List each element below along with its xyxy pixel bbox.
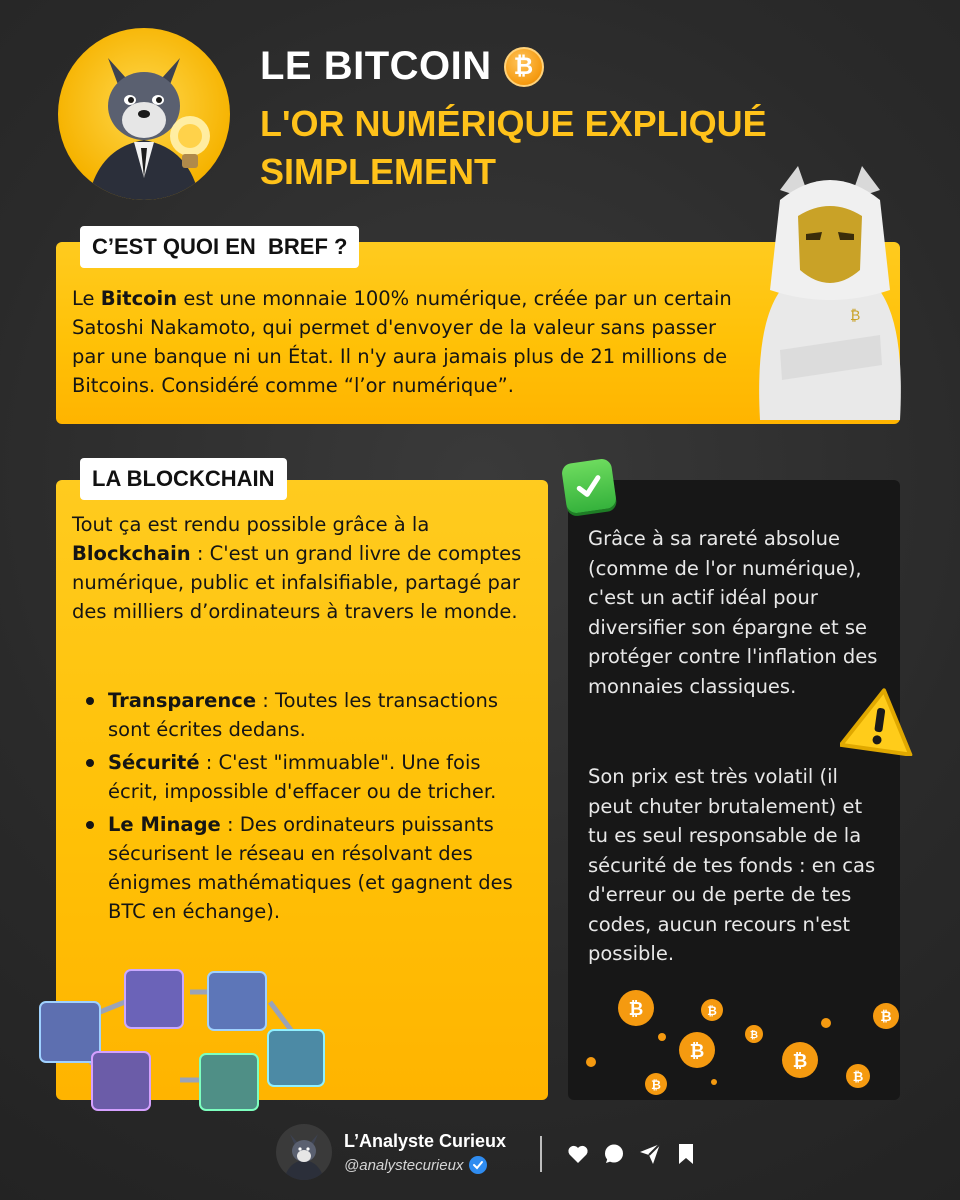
svg-text:₿: ₿ xyxy=(628,999,644,1020)
svg-text:₿: ₿ xyxy=(651,1078,661,1092)
heart-icon[interactable] xyxy=(566,1142,590,1166)
comment-icon[interactable] xyxy=(602,1142,626,1166)
falling-bitcoins-illustration xyxy=(580,980,920,1100)
intro-section-tag: C’EST QUOI EN BREF ? xyxy=(80,226,359,268)
svg-text:₿: ₿ xyxy=(850,308,861,324)
blockchain-features-list xyxy=(84,686,534,930)
send-icon[interactable] xyxy=(638,1142,662,1166)
bitcoin-keyword: Bitcoin xyxy=(100,287,178,310)
wolf-mascot-avatar xyxy=(58,28,230,200)
svg-text:₿: ₿ xyxy=(749,1030,759,1041)
list-item: Sécurité : C'est "immuable". Une fois écrit, impossible d'effacer ou de tricher. xyxy=(84,748,534,806)
blockchain-cubes-illustration xyxy=(30,962,340,1112)
bookmark-icon[interactable] xyxy=(674,1142,698,1166)
author-handle[interactable]: @analystecurieux xyxy=(344,1156,464,1174)
blockchain-section-tag: LA BLOCKCHAIN xyxy=(80,458,287,500)
risk-paragraph: Son prix est très volatil (il peut chuter brutalement) et tu es seul responsable de la sécurité de tes fonds : en cas d'erreur ou de perte de tes codes, aucun recours n'est possible. xyxy=(588,765,876,965)
verified-badge-icon xyxy=(469,1156,487,1174)
checkmark-icon xyxy=(561,458,617,514)
blockchain-keyword: Blockchain xyxy=(72,542,191,565)
author-name: L’Analyste Curieux xyxy=(344,1131,507,1151)
svg-text:₿: ₿ xyxy=(880,1009,892,1025)
bitcoin-coin-icon: ₿ xyxy=(504,47,544,87)
warning-icon xyxy=(840,686,918,756)
page-title xyxy=(260,44,544,89)
svg-text:₿: ₿ xyxy=(707,1004,717,1018)
svg-text:₿: ₿ xyxy=(792,1051,808,1072)
author-handle-row xyxy=(344,1156,487,1174)
masked-wolf-ninja-illustration xyxy=(740,160,920,420)
list-item: Le Minage : Des ordinateurs puissants sécurisent le réseau en résolvant des énigmes mathématiques (et gagnent des BTC en échange). xyxy=(84,810,534,926)
footer-divider xyxy=(540,1136,542,1172)
svg-text:₿: ₿ xyxy=(689,1041,705,1062)
blockchain-paragraph: Tout ça est rendu possible grâce à la Blockchain : C'est un grand livre de comptes numérique, public et infalsifiable, partagé par des milliers d’ordinateurs à travers le monde. xyxy=(72,513,522,623)
advantage-paragraph: Grâce à sa rareté absolue (comme de l'or numérique), c'est un actif idéal pour diversifier son épargne et se protéger contre l'inflation des monnaies classiques. xyxy=(588,527,878,698)
svg-text:₿: ₿ xyxy=(852,1070,864,1085)
list-item: Transparence : Toutes les transactions sont écrites dedans. xyxy=(84,686,534,744)
intro-paragraph: Le Bitcoin est une monnaie 100% numérique, créée par un certain Satoshi Nakamoto, qui permet d'envoyer de la valeur sans passer par une banque ni un État. Il n'y aura jamais plus de 21 millions de Bitcoins. Considéré comme “l’or numérique”. xyxy=(72,287,732,397)
author-avatar[interactable] xyxy=(276,1124,332,1180)
page-subtitle: L'OR NUMÉRIQUE EXPLIQUÉ SIMPLEMENT xyxy=(260,103,767,192)
title-line-1: LE BITCOIN xyxy=(260,44,492,88)
